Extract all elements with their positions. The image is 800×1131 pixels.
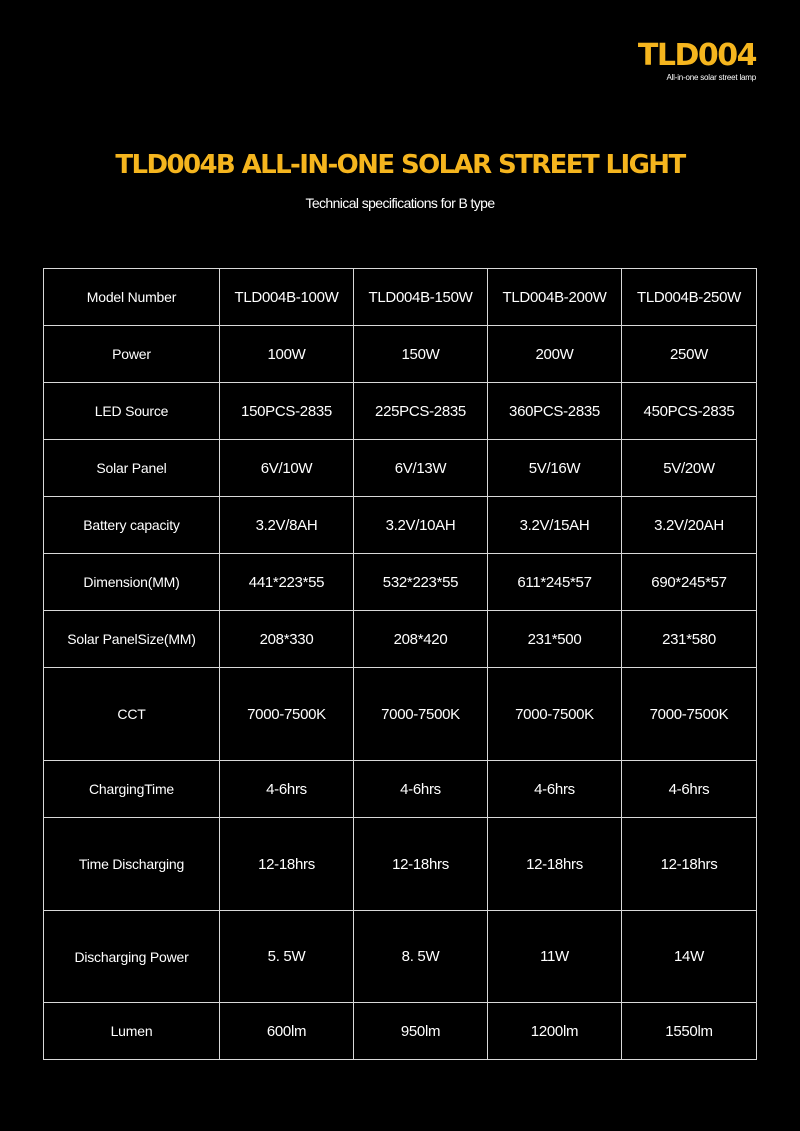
table-cell: 5V/16W xyxy=(488,440,622,497)
table-cell: 250W xyxy=(622,326,757,383)
table-cell: 7000-7500K xyxy=(488,668,622,761)
table-cell: TLD004B-150W xyxy=(354,269,488,326)
table-row xyxy=(44,911,757,1003)
table-cell: 4-6hrs xyxy=(488,761,622,818)
table-cell: 208*330 xyxy=(220,611,354,668)
table-cell: TLD004B-250W xyxy=(622,269,757,326)
table-cell: 532*223*55 xyxy=(354,554,488,611)
table-cell: TLD004B-100W xyxy=(220,269,354,326)
row-label: Discharging Power xyxy=(44,911,220,1003)
row-label: Dimension(MM) xyxy=(44,554,220,611)
table-row xyxy=(44,440,757,497)
table-row xyxy=(44,818,757,911)
table-cell: 225PCS-2835 xyxy=(354,383,488,440)
row-label: CCT xyxy=(44,668,220,761)
table-cell: 12-18hrs xyxy=(488,818,622,911)
table-row xyxy=(44,554,757,611)
table-cell: 6V/13W xyxy=(354,440,488,497)
table-row xyxy=(44,383,757,440)
table-cell: 690*245*57 xyxy=(622,554,757,611)
table-cell: 5V/20W xyxy=(622,440,757,497)
row-label: Solar PanelSize(MM) xyxy=(44,611,220,668)
row-label: ChargingTime xyxy=(44,761,220,818)
table-cell: 1550lm xyxy=(622,1003,757,1060)
page-title: TLD004B ALL-IN-ONE SOLAR STREET LIGHT xyxy=(115,150,685,180)
row-label: Lumen xyxy=(44,1003,220,1060)
table-cell: 950lm xyxy=(354,1003,488,1060)
brand-name: TLD004 xyxy=(637,38,756,73)
table-cell: 441*223*55 xyxy=(220,554,354,611)
row-label: LED Source xyxy=(44,383,220,440)
brand-logo xyxy=(638,40,756,83)
brand-tagline: All-in-one solar street lamp xyxy=(666,73,756,82)
table-cell: 3.2V/10AH xyxy=(354,497,488,554)
table-cell: 360PCS-2835 xyxy=(488,383,622,440)
table-cell: TLD004B-200W xyxy=(488,269,622,326)
table-cell: 7000-7500K xyxy=(220,668,354,761)
table-row xyxy=(44,269,757,326)
table-cell: 450PCS-2835 xyxy=(622,383,757,440)
table-cell: 12-18hrs xyxy=(220,818,354,911)
table-cell: 600lm xyxy=(220,1003,354,1060)
table-cell: 4-6hrs xyxy=(354,761,488,818)
table-cell: 231*500 xyxy=(488,611,622,668)
table-cell: 11W xyxy=(488,911,622,1003)
row-label: Power xyxy=(44,326,220,383)
table-row xyxy=(44,1003,757,1060)
row-label: Time Discharging xyxy=(44,818,220,911)
table-cell: 5. 5W xyxy=(220,911,354,1003)
table-row xyxy=(44,497,757,554)
table-cell: 12-18hrs xyxy=(354,818,488,911)
table-row xyxy=(44,668,757,761)
table-cell: 12-18hrs xyxy=(622,818,757,911)
table-cell: 7000-7500K xyxy=(622,668,757,761)
table-cell: 3.2V/15AH xyxy=(488,497,622,554)
page-subtitle: Technical specifications for B type xyxy=(305,195,495,211)
row-label: Model Number xyxy=(44,269,220,326)
table-cell: 3.2V/20AH xyxy=(622,497,757,554)
table-cell: 200W xyxy=(488,326,622,383)
table-cell: 7000-7500K xyxy=(354,668,488,761)
table-cell: 150PCS-2835 xyxy=(220,383,354,440)
table-row xyxy=(44,611,757,668)
spec-table xyxy=(43,268,757,1060)
table-cell: 14W xyxy=(622,911,757,1003)
table-cell: 208*420 xyxy=(354,611,488,668)
table-cell: 4-6hrs xyxy=(622,761,757,818)
table-cell: 6V/10W xyxy=(220,440,354,497)
table-cell: 8. 5W xyxy=(354,911,488,1003)
table-cell: 1200lm xyxy=(488,1003,622,1060)
table-row xyxy=(44,326,757,383)
row-label: Battery capacity xyxy=(44,497,220,554)
table-cell: 150W xyxy=(354,326,488,383)
table-cell: 100W xyxy=(220,326,354,383)
table-row xyxy=(44,761,757,818)
table-cell: 231*580 xyxy=(622,611,757,668)
table-cell: 3.2V/8AH xyxy=(220,497,354,554)
row-label: Solar Panel xyxy=(44,440,220,497)
table-cell: 4-6hrs xyxy=(220,761,354,818)
table-cell: 611*245*57 xyxy=(488,554,622,611)
